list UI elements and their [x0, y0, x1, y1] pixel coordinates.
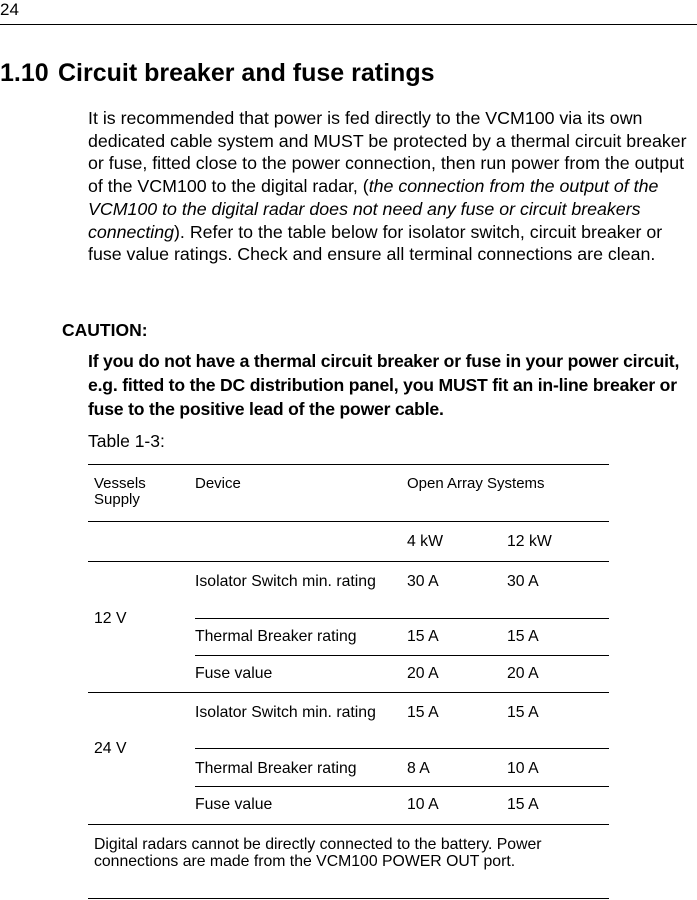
table-header-rule [88, 521, 609, 522]
body-outro: ). Refer to the table below for isolator switch, circuit breaker or fuse value ratings. Check and ensure all terminal connections are clean. [88, 221, 663, 265]
body-italic-note: the connection from the output of the VCM100 to the digital radar does not need any fuse or circuit breakers connecting [88, 176, 659, 242]
device-cell: Isolator Switch min. rating [195, 704, 376, 721]
value-12kw-cell: 30 A [507, 573, 539, 590]
value-12kw-cell: 15 A [507, 704, 539, 721]
value-12kw-cell: 20 A [507, 665, 539, 682]
section-title: Circuit breaker and fuse ratings [58, 59, 435, 87]
value-12kw-cell: 15 A [507, 628, 539, 645]
table-note: Digital radars cannot be directly connected to the battery. Power connections are made from the VCM100 POWER OUT port. [94, 836, 542, 870]
value-4kw-cell: 30 A [407, 573, 439, 590]
subheader-12kw: 12 kW [507, 533, 552, 550]
value-4kw-cell: 8 A [407, 760, 430, 777]
value-4kw-cell: 20 A [407, 665, 439, 682]
value-4kw-cell: 15 A [407, 628, 439, 645]
device-cell: Thermal Breaker rating [195, 760, 357, 777]
device-cell: Fuse value [195, 796, 273, 813]
caution-text: If you do not have a thermal circuit breaker or fuse in your power circuit, e.g. fitted to the DC distribution panel, you MUST fit an in-line breaker or fuse to the positive lead of the power cable. [88, 351, 680, 420]
supply-cell: 24 V [94, 740, 127, 757]
table-caption: Table 1-3: [88, 431, 165, 451]
body-intro: It is recommended that power is fed directly to the VCM100 via its own dedicated cable system and MUST be protected by a thermal circuit breaker or fuse, fitted close to the power connection, then run power from the output of the VCM100 to the digital radar, ( [88, 108, 687, 197]
device-cell: Isolator Switch min. rating [195, 573, 376, 590]
table-row-rule [195, 655, 609, 656]
value-4kw-cell: 10 A [407, 796, 439, 813]
page-number: 24 [0, 0, 19, 19]
caution-label: CAUTION: [62, 320, 148, 340]
table-row-rule [195, 786, 609, 787]
table-row-rule [195, 618, 609, 619]
table-group-rule [88, 692, 609, 693]
header-vessels-supply: Vessels Supply [94, 475, 146, 508]
value-4kw-cell: 15 A [407, 704, 439, 721]
device-cell: Thermal Breaker rating [195, 628, 357, 645]
header-rule [0, 24, 697, 25]
supply-cell: 12 V [94, 610, 127, 627]
section-number: 1.10 [0, 59, 49, 87]
table-row-rule [195, 748, 609, 749]
table-bottom-rule [88, 898, 609, 899]
value-12kw-cell: 10 A [507, 760, 539, 777]
header-device: Device [195, 475, 241, 492]
body-paragraph [88, 107, 694, 266]
section-heading [0, 58, 435, 88]
device-cell: Fuse value [195, 665, 273, 682]
value-12kw-cell: 15 A [507, 796, 539, 813]
table-note-rule [88, 824, 609, 825]
table-subheader-rule [88, 561, 609, 562]
subheader-4kw: 4 kW [407, 533, 443, 550]
table-top-rule [88, 464, 609, 465]
header-open-array-systems: Open Array Systems [407, 475, 545, 492]
